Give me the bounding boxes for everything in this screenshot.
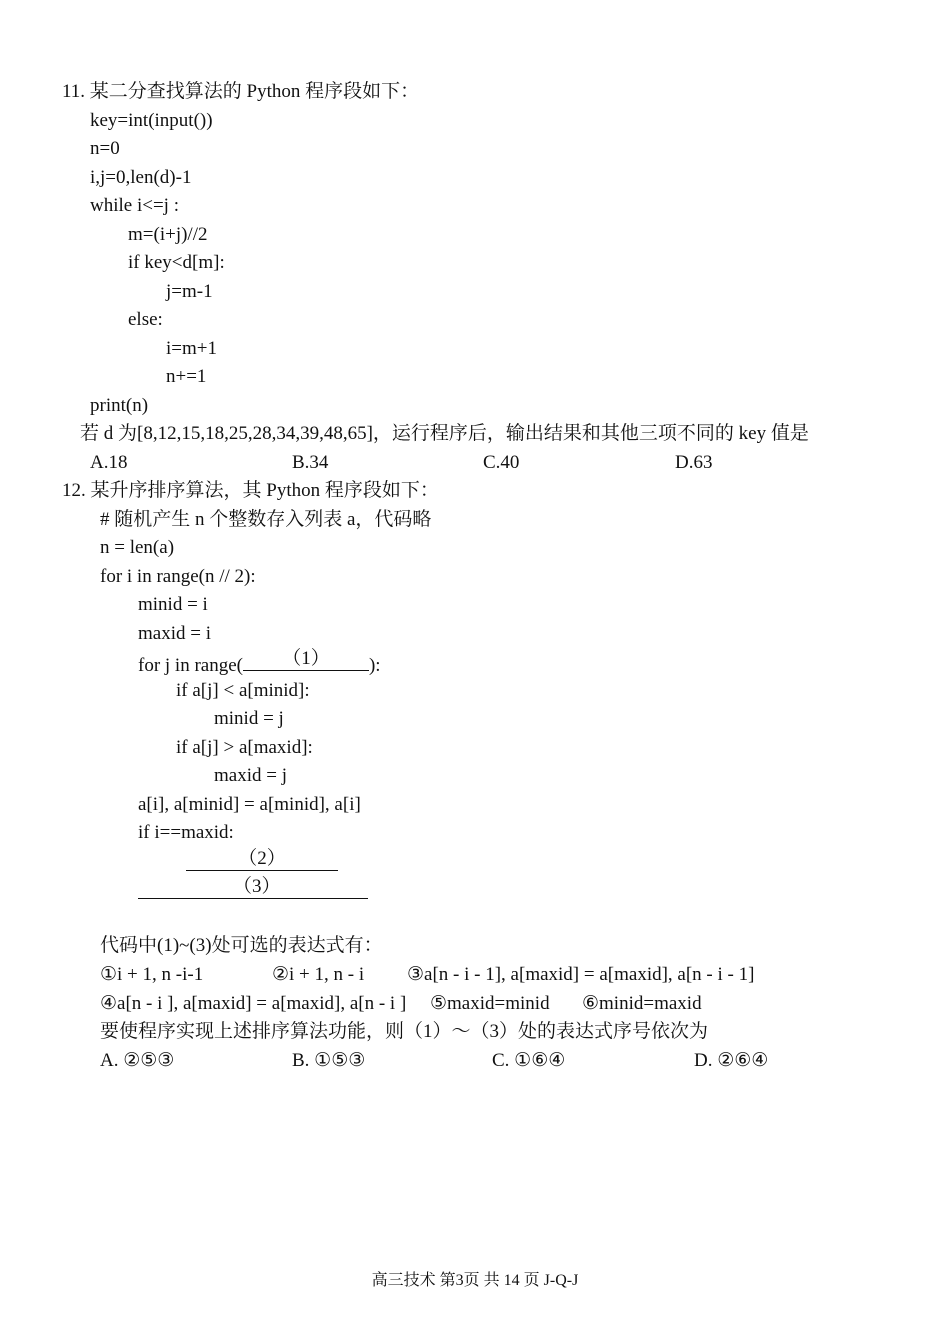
q11-code-line: n=0 — [90, 138, 120, 159]
q12-question: 要使程序实现上述排序算法功能，则（1）～（3）处的表达式序号依次为 — [100, 1021, 709, 1042]
q11-code-line: print(n) — [90, 395, 149, 416]
q12-choices-intro: 代码中(1)~(3)处可选的表达式有： — [100, 935, 383, 956]
q11-option-c: C.40 — [483, 452, 520, 473]
q12-code-line: n = len(a) — [100, 537, 175, 558]
q12-option-a: A. ②⑤③ — [100, 1050, 175, 1071]
blank-2[interactable] — [186, 850, 338, 871]
q12-choice-3: ③a[n - i - 1], a[maxid] = a[maxid], a[n - i - 1] — [407, 964, 755, 985]
q11-question: 若 d 为[8,12,15,18,25,28,34,39,48,65]，运行程序后，输出结果和其他三项不同的 key 值是 — [80, 423, 809, 444]
q12-code-line: if a[j] > a[maxid]: — [176, 737, 313, 758]
q12-choice-6: ⑥minid=maxid — [582, 993, 702, 1014]
blank-1[interactable] — [243, 650, 369, 671]
q12-choice-2: ②i + 1, n - i — [272, 964, 365, 985]
q12-option-b: B. ①⑤③ — [292, 1050, 366, 1071]
q12-code-line: maxid = i — [138, 623, 211, 644]
q11-option-b: B.34 — [292, 452, 329, 473]
blank-2-row — [186, 850, 338, 878]
q11-code-line: m=(i+j)//2 — [128, 224, 208, 245]
q11-code-line: while i<=j : — [90, 195, 179, 216]
q11-code-line: i,j=0,len(d)-1 — [90, 167, 192, 188]
q11-option-d: D.63 — [675, 452, 713, 473]
blank-1-label: （1） — [282, 648, 330, 669]
q12-choice-5: ⑤maxid=minid — [430, 993, 550, 1014]
q11-code-line: j=m-1 — [166, 281, 213, 302]
q11-stem: 11. 某二分查找算法的 Python 程序段如下： — [62, 81, 420, 102]
q12-code-line: minid = i — [138, 594, 208, 615]
q12-code-line: if i==maxid: — [138, 822, 234, 843]
q12-code-comment: # 随机产生 n 个整数存入列表 a，代码略 — [100, 509, 432, 530]
q11-code-line: else: — [128, 309, 163, 330]
q12-code-for-j — [138, 650, 381, 678]
q11-code-line: if key<d[m]: — [128, 252, 225, 273]
q12-code-line: if a[j] < a[minid]: — [176, 680, 310, 701]
blank-2-label: （2） — [238, 848, 286, 869]
q12-code-line: for i in range(n // 2): — [100, 566, 256, 587]
q11-code-line: n+=1 — [166, 366, 207, 387]
q12-code-for-j-start: for j in range( — [138, 655, 243, 676]
q12-option-c: C. ①⑥④ — [492, 1050, 566, 1071]
blank-3[interactable] — [138, 878, 368, 899]
q12-option-d: D. ②⑥④ — [694, 1050, 769, 1071]
q12-choice-4: ④a[n - i ], a[maxid] = a[maxid], a[n - i ] — [100, 993, 407, 1014]
q12-code-for-j-end: ): — [368, 655, 381, 676]
q11-code-line: i=m+1 — [166, 338, 217, 359]
q12-code-line: a[i], a[minid] = a[minid], a[i] — [138, 794, 361, 815]
q12-code-line: minid = j — [214, 708, 284, 729]
q12-code-line: maxid = j — [214, 765, 287, 786]
q12-choice-1: ①i + 1, n -i-1 — [100, 964, 204, 985]
blank-3-row — [138, 878, 368, 906]
page-footer: 高三技术 第3页 共 14 页 J-Q-J — [371, 1272, 579, 1289]
q12-stem: 12. 某升序排序算法，其 Python 程序段如下： — [62, 480, 439, 501]
q11-option-a: A.18 — [90, 452, 128, 473]
q11-code-line: key=int(input()) — [90, 110, 213, 131]
blank-3-label: （3） — [233, 876, 281, 897]
